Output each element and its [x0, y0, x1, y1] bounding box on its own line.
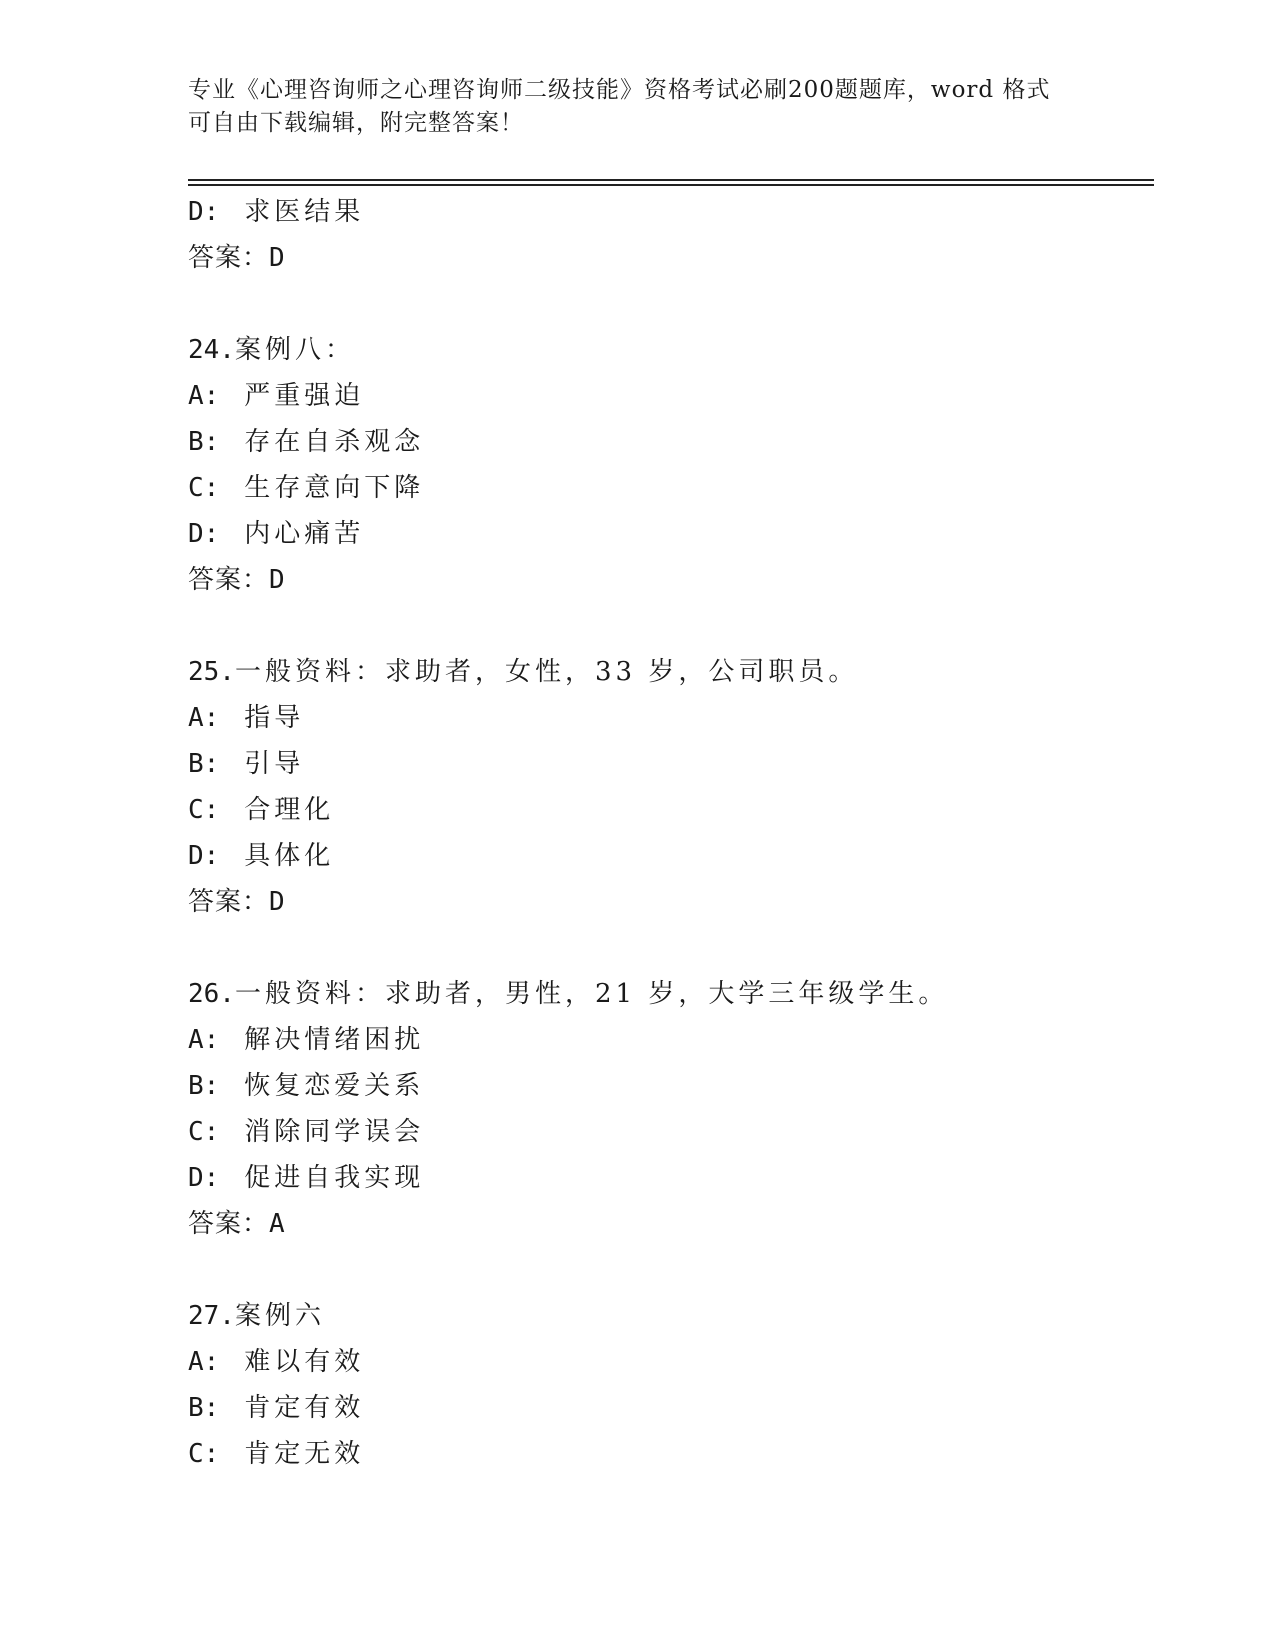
question-spacer [188, 281, 1148, 327]
question-title [188, 649, 1148, 695]
answer-label: 答案： [188, 565, 270, 595]
option-row [188, 189, 1148, 235]
answer-label: 答案： [188, 1209, 270, 1239]
question-title [188, 1293, 1148, 1339]
option-label: C: [188, 1117, 220, 1147]
option-row [188, 1109, 1148, 1155]
option-row [188, 1017, 1148, 1063]
option-row [188, 1431, 1148, 1477]
option-text: 引导 [244, 749, 305, 779]
option-row [188, 373, 1148, 419]
option-row [188, 741, 1148, 787]
option-label: D: [188, 519, 220, 549]
answer-value: D [269, 565, 286, 595]
question-text: 一般资料：求助者，女性，33 岁，公司职员。 [234, 657, 859, 687]
option-label: B: [188, 1071, 220, 1101]
option-label: A: [188, 381, 220, 411]
option-row [188, 833, 1148, 879]
option-row [188, 787, 1148, 833]
option-label: A: [188, 1025, 220, 1055]
answer-value: A [269, 1209, 286, 1239]
option-text: 解决情绪困扰 [244, 1025, 425, 1055]
option-row [188, 419, 1148, 465]
option-text: 指导 [244, 703, 305, 733]
option-text: 具体化 [244, 841, 335, 871]
answer-label: 答案： [188, 887, 270, 917]
question-text: 一般资料：求助者，男性，21 岁，大学三年级学生。 [234, 979, 949, 1009]
header-line-1: 专业《心理咨询师之心理咨询师二级技能》资格考试必刷200题题库，word 格式 [188, 77, 1051, 103]
answer-row [188, 1201, 1148, 1247]
question-text: 案例八： [234, 335, 355, 365]
option-label: C: [188, 473, 220, 503]
question-number: 24. [188, 335, 235, 365]
question-spacer [188, 1247, 1148, 1293]
option-label: B: [188, 749, 220, 779]
option-text: 求医结果 [244, 197, 365, 227]
option-label: A: [188, 703, 220, 733]
question-spacer [188, 603, 1148, 649]
option-row [188, 695, 1148, 741]
option-label: C: [188, 1439, 220, 1469]
option-row [188, 1339, 1148, 1385]
document-header [188, 74, 1088, 140]
option-label: C: [188, 795, 220, 825]
question-title [188, 327, 1148, 373]
option-text: 恢复恋爱关系 [244, 1071, 425, 1101]
option-row [188, 1385, 1148, 1431]
option-label: D: [188, 1163, 220, 1193]
answer-value: D [269, 243, 286, 273]
option-text: 生存意向下降 [244, 473, 425, 503]
option-row [188, 1155, 1148, 1201]
option-row [188, 1063, 1148, 1109]
option-row [188, 511, 1148, 557]
option-label: B: [188, 1393, 220, 1423]
answer-label: 答案： [188, 243, 270, 273]
header-rule-top [188, 179, 1154, 181]
question-spacer [188, 925, 1148, 971]
header-line-2: 可自由下载编辑，附完整答案！ [188, 110, 524, 136]
answer-row [188, 235, 1148, 281]
question-number: 26. [188, 979, 235, 1009]
option-text: 内心痛苦 [244, 519, 365, 549]
option-row [188, 465, 1148, 511]
option-text: 合理化 [244, 795, 335, 825]
option-text: 肯定无效 [244, 1439, 365, 1469]
question-text: 案例六 [234, 1301, 325, 1331]
option-text: 肯定有效 [244, 1393, 365, 1423]
answer-value: D [269, 887, 286, 917]
option-text: 促进自我实现 [244, 1163, 425, 1193]
question-list [188, 189, 1148, 1477]
option-text: 存在自杀观念 [244, 427, 425, 457]
option-label: A: [188, 1347, 220, 1377]
option-text: 难以有效 [244, 1347, 365, 1377]
question-number: 25. [188, 657, 235, 687]
question-title [188, 971, 1148, 1017]
answer-row [188, 557, 1148, 603]
option-label: D: [188, 841, 220, 871]
option-text: 消除同学误会 [244, 1117, 425, 1147]
header-rule-bottom [188, 184, 1154, 186]
answer-row [188, 879, 1148, 925]
option-label: D: [188, 197, 220, 227]
question-number: 27. [188, 1301, 235, 1331]
option-text: 严重强迫 [244, 381, 365, 411]
option-label: B: [188, 427, 220, 457]
